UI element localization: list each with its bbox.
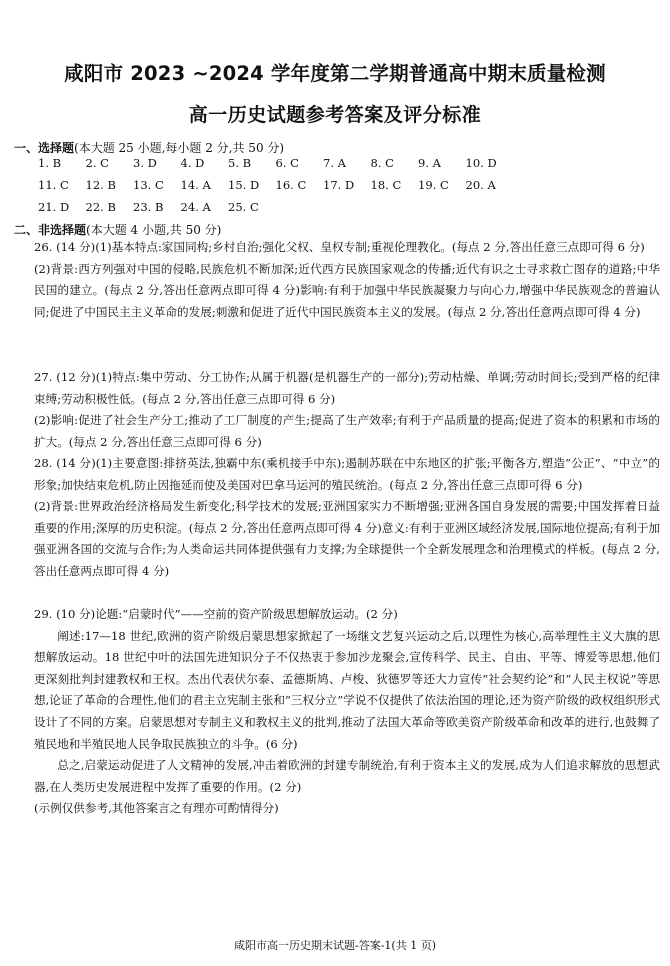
answer-item: 7. A [323,156,346,170]
answer-item: 14. A [180,178,211,192]
answer-item: 25. C [228,200,259,214]
answer-item: 23. B [133,200,164,214]
answer-item: 24. A [180,200,211,214]
q28-part2: (2)背景:世界政治经济格局发生新变化;科学技术的发展;亚洲国家实力不断增强;亚洲各国自身发展的需要;中国发挥着日益重要的作用;深厚的历史积淀。(每点 2 分,答出任意两点即可得 4 分)意义:有利于亚洲区域经济发展,国际地位提高;有利于加强亚洲各国的交流与合作;为人类命运共同体提供强有力支撑;为全球提供一个全新发展理念和治理模式的样板。(每点 2 分,答出任意两点即可得 4 分) [34,499,660,578]
answer-item: 20. A [465,178,496,192]
answer-item: 3. D [133,156,157,170]
section2-note: (本大题 4 小题,共 50 分) [86,223,222,237]
answer-item: 16. C [275,178,307,192]
answer-row-3 [38,200,276,214]
question-26 [34,237,660,323]
q27-part1: 27. (12 分)(1)特点:集中劳动、分工协作;从属于机器(是机器生产的一部分);劳动枯燥、单调;劳动时间长;受到严格的纪律束缚;劳动积极性低。(每点 2 分,答出任意三点即可得 6 分) [34,370,660,406]
answer-item: 17. D [323,178,355,192]
answer-item: 15. D [228,178,260,192]
answer-item: 6. C [275,156,299,170]
question-27 [34,367,660,453]
section1-header [14,139,284,156]
q27-part2: (2)影响:促进了社会生产分工;推动了工厂制度的产生;提高了生产效率;有利于产品质量的提高;促进了资本的积累和市场的扩大。(每点 2 分,答出任意三点即可得 6 分) [34,413,660,449]
answer-item: 2. C [85,156,109,170]
section1-note: (本大题 25 小题,每小题 2 分,共 50 分) [74,141,285,155]
answer-item: 11. C [38,178,69,192]
answer-item: 8. C [370,156,394,170]
page-title: 咸阳市 2023 ~2024 学年度第二学期普通高中期末质量检测 [64,62,606,85]
answer-item: 13. C [133,178,164,192]
q28-part1: 28. (14 分)(1)主要意图:排挤英法,独霸中东(乘机接手中东);遏制苏联在中东地区的扩张;平衡各方,塑造“公正”、“中立”的形象;加快结束危机,防止因拖延而使及美国对巴拿马运河的殖民统治。(每点 2 分,答出任意三点即可得 6 分) [34,456,660,492]
answer-row-1 [38,156,513,170]
answer-item: 19. C [418,178,449,192]
question-28 [34,453,660,583]
answer-item: 5. B [228,156,252,170]
q29-conclusion: 总之,启蒙运动促进了人文精神的发展,冲击着欧洲的封建专制统治,有利于资本主义的发展,成为人们追求解放的思想武器,在人类历史发展进程中发挥了重要的作用。(2 分) [34,758,660,794]
answer-item: 9. A [418,156,441,170]
question-29 [34,604,660,820]
answer-item: 1. B [38,156,62,170]
q29-note: (示例仅供参考,其他答案言之有理亦可酌情得分) [34,801,279,816]
answer-item: 18. C [370,178,402,192]
section1-heading: 一、选择题 [14,141,75,155]
q26-part2: (2)背景:西方列强对中国的侵略,民族危机不断加深;近代西方民族国家观念的传播;近代有识之士寻求救亡图存的道路;中华民国的建立。(每点 2 分,答出任意两点即可得 4 分)影响:有利于加强中华民族凝聚力与向心力,增强中华民族观念的普遍认同;促进了中国民主主义革命的发展;刺激和促进了近代中国民族资本主义的发展。(每点 2 分,答出任意两点即可得 4 分) [34,261,660,319]
answer-row-2 [38,178,513,192]
q29-topic: 29. (10 分)论题:“启蒙时代”——空前的资产阶级思想解放运动。(2 分) [34,607,398,621]
answer-item: 4. D [180,156,205,170]
section2-heading: 二、非选择题 [14,223,87,237]
page-subtitle: 高一历史试题参考答案及评分标准 [188,104,482,126]
answer-item: 21. D [38,200,70,214]
section2-header [14,221,221,238]
q26-part1: 26. (14 分)(1)基本特点:家国同构;乡村自治;强化父权、皇权专制;重视伦理教化。(每点 2 分,答出任意三点即可得 6 分) [34,240,645,254]
answer-item: 22. B [85,200,116,214]
answer-item: 12. B [85,178,116,192]
q29-elaboration: 阐述:17—18 世纪,欧洲的资产阶级启蒙思想家掀起了一场继文艺复兴运动之后,以理性为核心,高举理性主义大旗的思想解放运动。18 世纪中叶的法国先进知识分子不仅热衷于参加沙龙聚会,宣传科学、民主、自由、平等、博爱等思想,他们更深刻批判封建教权和王权。杰出代表伏尔泰、孟德斯鸠、卢梭、狄德罗等还大力宣传“社会契约论”和“人民主权说”等思想,论证了革命的合理性,他们的君主立宪制主张和“三权分立”学说不仅提供了依法治国的理论,还为资产阶级的政权组织形式设计了不同的方案。启蒙思想对专制主义和教权主义的批判,推动了法国大革命等欧美资产阶级革命和改革的进行,也鼓舞了殖民地和半殖民地人民争取民族独立的斗争。(6 分) [34,628,660,751]
page-footer: 咸阳市高一历史期末试题-答案-1(共 1 页) [233,939,436,952]
answer-item: 10. D [465,156,497,170]
